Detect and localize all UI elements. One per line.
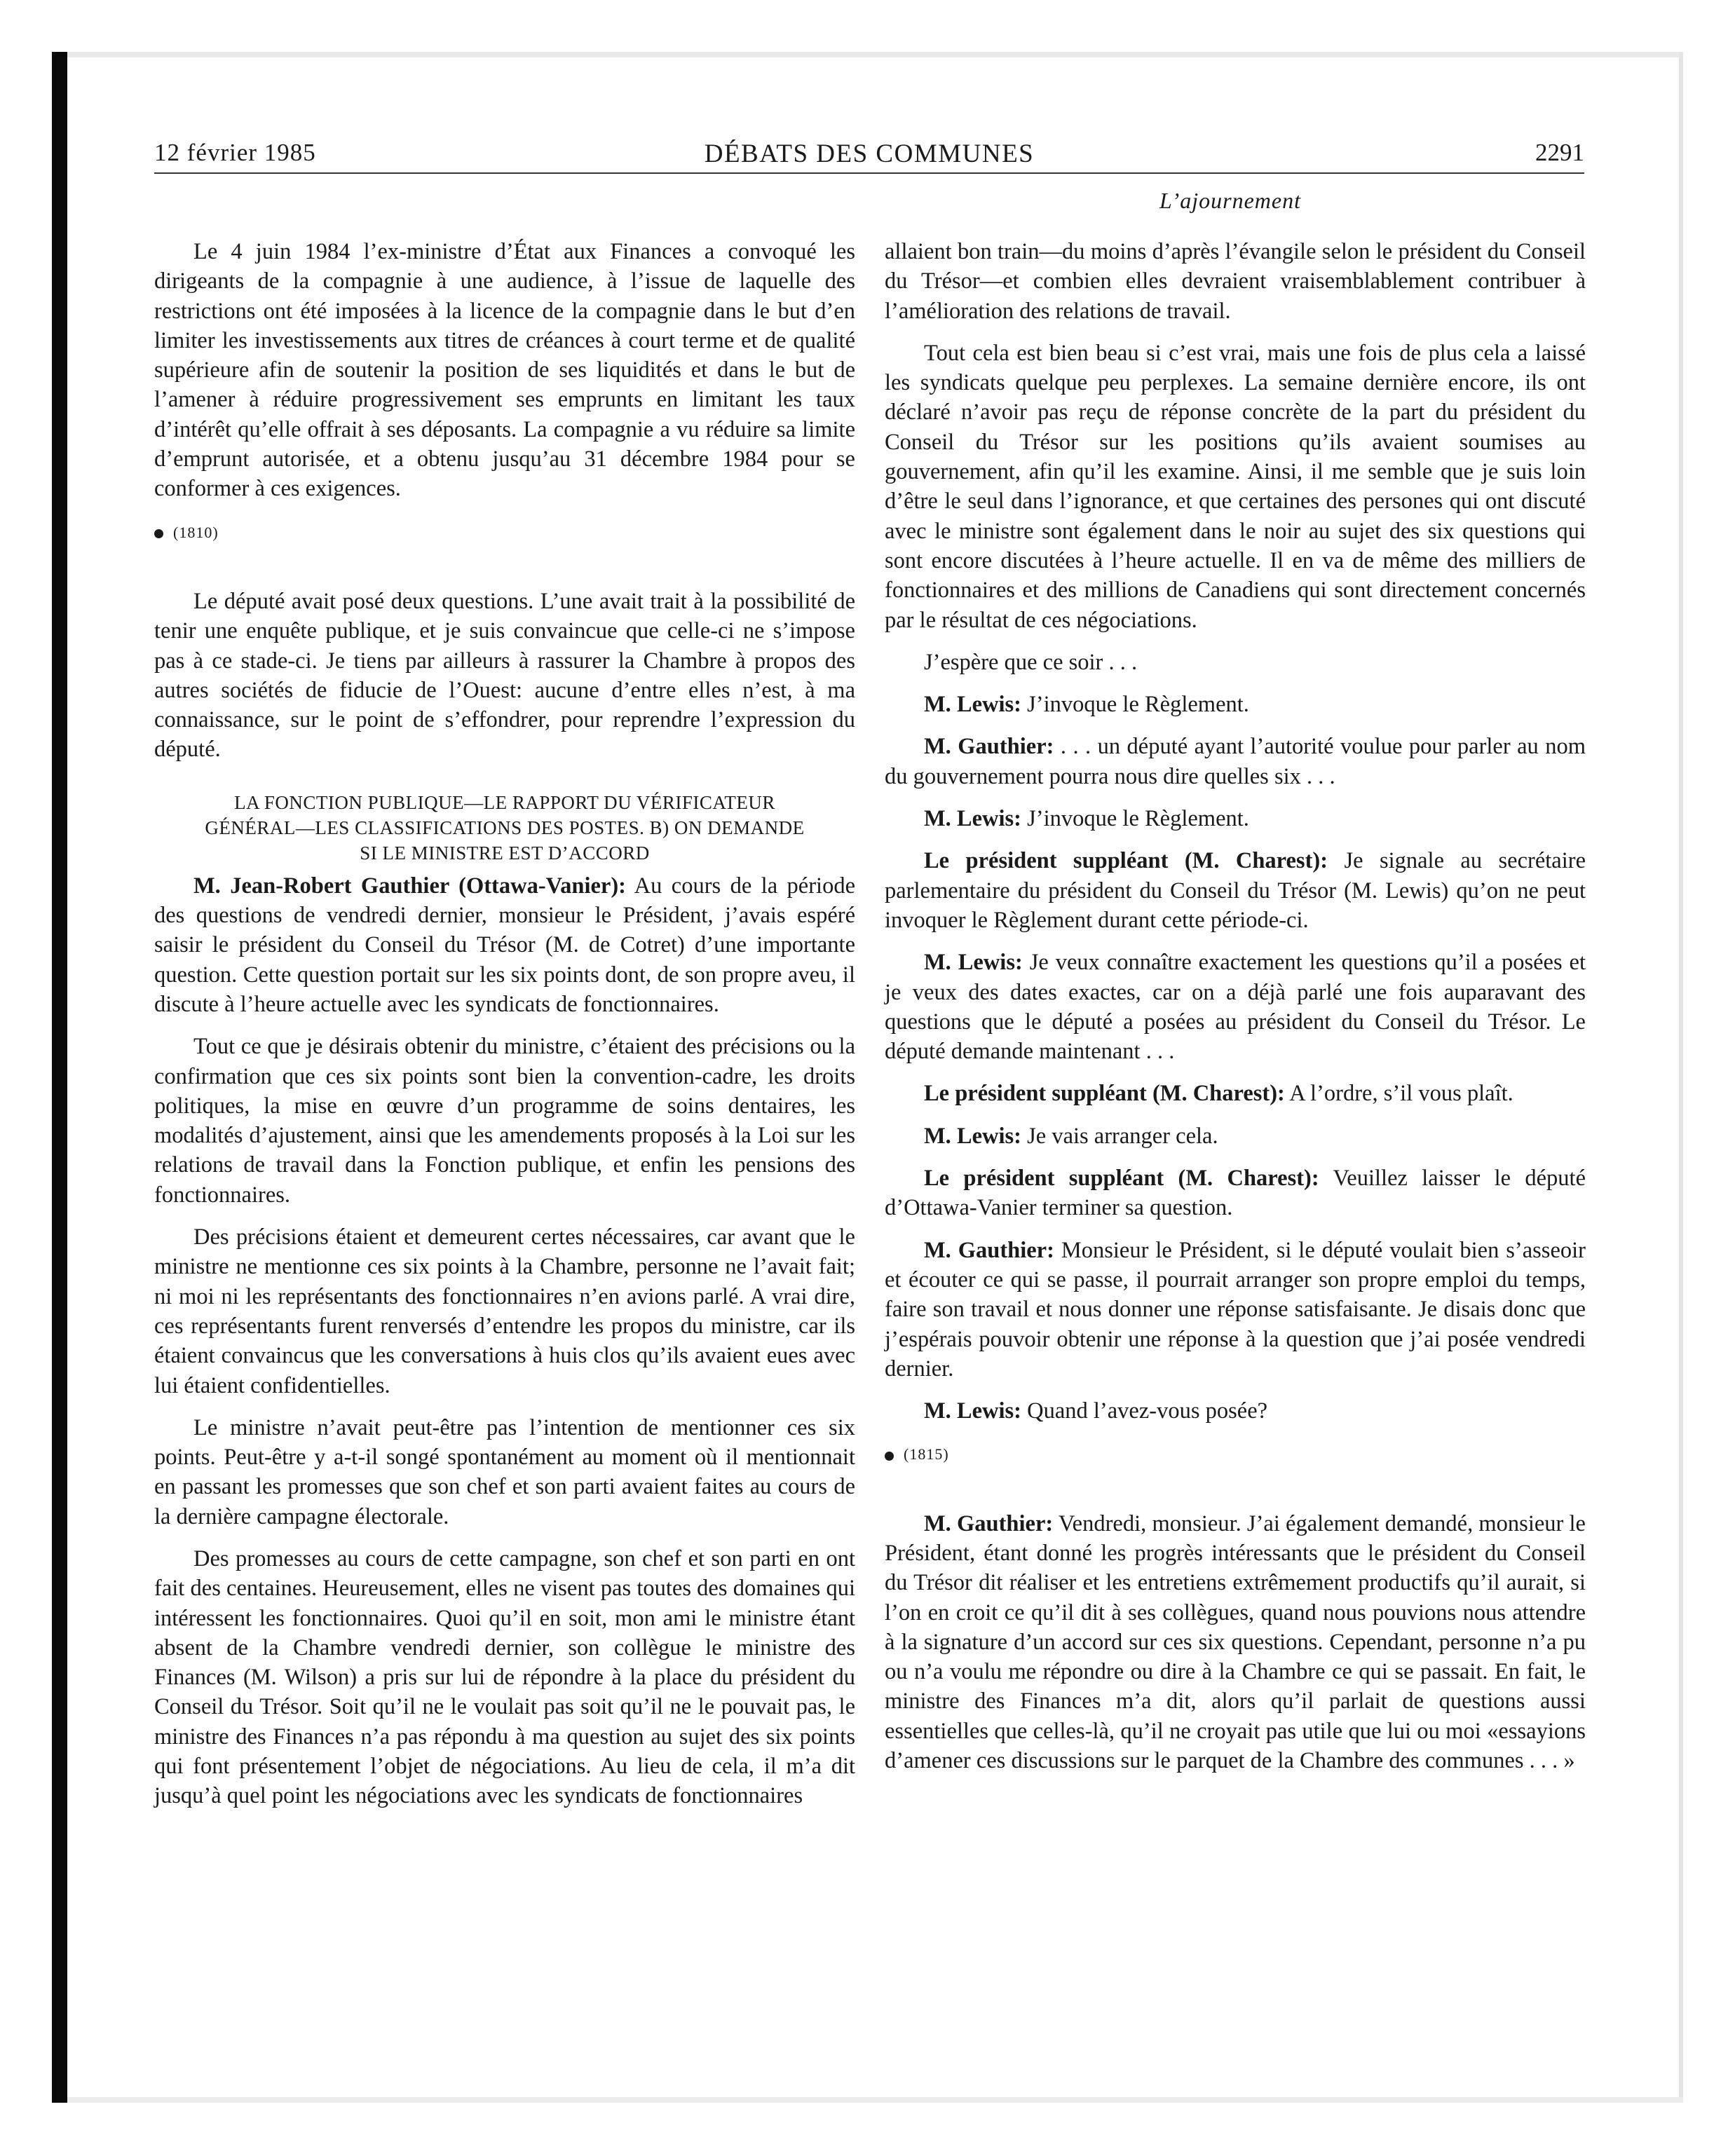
running-header — [154, 139, 1584, 174]
header-date: 12 février 1985 — [154, 139, 316, 166]
paragraph — [154, 871, 855, 1019]
speech-text: Je vais arranger cela. — [1027, 1123, 1218, 1149]
paragraph: Tout cela est bien beau si c’est vrai, mais une fois de plus cela a laissé les syndicats quelque peu perplexes. La semaine dernière encore, ils ont déclaré n’avoir pas reçu de réponse concrète de la part du président du Conseil du Trésor sur les positions qu’ils avaient soumises au gouvernement, afin qu’il les examine. Ainsi, il me semble que je suis loin d’être le seul dans l’ignorance, et que certaines des persones qui ont discuté avec le ministre sont également dans le noir au sujet des six questions qui sont encore discutées à l’heure actuelle. Il en va de même des milliers de fonctionnaires et des millions de Canadiens qui sont directement concernés par le résultat de ces négociations. — [885, 340, 1586, 633]
speech-text: . . . un député ayant l’autorité voulue pour parler au nom du gouvernement pourra nous dire quelles six . . . — [885, 734, 1586, 789]
speech-text: Je veux connaître exactement les questions qu’il a posées et je veux des dates exactes, car on a déjà parlé une fois auparavant des questions que le député a posées au président du Conseil du Trésor. Le député demande maintenant . . . — [885, 950, 1586, 1065]
paragraph — [885, 948, 1586, 1066]
speaker-name: M. Lewis: — [924, 1123, 1021, 1149]
speaker-name: M. Lewis: — [924, 692, 1021, 718]
paragraph — [885, 1164, 1586, 1223]
heading-line: GÉNÉRAL—LES CLASSIFICATIONS DES POSTES. B) ON DEMANDE — [205, 817, 805, 838]
speaker-name: M. Jean-Robert Gauthier (Ottawa-Vanier): — [193, 873, 627, 899]
bullet-icon — [154, 529, 163, 538]
speaker-name: M. Gauthier: — [924, 734, 1054, 760]
right-column — [885, 237, 1586, 1788]
speaker-name: M. Lewis: — [924, 1398, 1021, 1424]
paragraph: Le député avait posé deux questions. L’une avait trait à la possibilité de tenir une enquête publique, et je suis convaincue que celle-ci ne s’impose pas à ce stade-ci. Je tiens par ailleurs à rassurer la Chambre à propos des autres sociétés de fiducie de l’Ouest: aucune d’entre elles n’est, à ma connaissance, sur le point de s’effondrer, pour reprendre l’expression du député. — [154, 588, 855, 763]
paragraph — [885, 1236, 1586, 1384]
speech-text: Vendredi, monsieur. J’ai également demandé, monsieur le Président, étant donné les progrès intéressants que le président du Conseil du Trésor dit réaliser et les entretiens extrêmement productifs qu’il aurait, si l’on en croit ce qu’il dit à ses collègues, quand nous pouvions nous attendre à la signature d’un accord sur ces six questions. Cependant, personne n’a pu ou n’a voulu me répondre ou dire à la Chambre ce qui se passait. En fait, le ministre des Finances m’a dit, alors qu’il parlait de questions aussi essentielles que celles-là, qu’il ne croyait pas utile que lui ou moi «essayions d’amener ces discussions sur le parquet de la Chambre des communes . . . » — [885, 1510, 1586, 1774]
heading-line: SI LE MINISTRE EST D’ACCORD — [360, 842, 650, 864]
time-marker — [154, 518, 855, 547]
heading-line: LA FONCTION PUBLIQUE—LE RAPPORT DU VÉRIFICATEUR — [234, 791, 775, 813]
section-subheader: L’ajournement — [1159, 188, 1301, 213]
paragraph — [885, 732, 1586, 791]
speaker-name: M. Lewis: — [924, 806, 1021, 832]
speaker-name: M. Lewis: — [924, 950, 1023, 976]
time-marker-text: (1815) — [904, 1445, 949, 1464]
speaker-name: Le président suppléant (M. Charest): — [924, 1081, 1285, 1107]
scan-bottom-edge — [67, 2097, 1683, 2103]
speech-text: Je signale au secrétaire parlementaire du président du Conseil du Trésor (M. Lewis) qu’on ne peut invoquer le Règlement durant cette période-ci. — [885, 848, 1586, 933]
speaker-name: Le président suppléant (M. Charest): — [924, 848, 1328, 874]
paragraph — [885, 1079, 1586, 1108]
speaker-name: Le président suppléant (M. Charest): — [924, 1166, 1319, 1192]
paragraph: Des promesses au cours de cette campagne, son chef et son parti en ont fait des centaines. Heureusement, elles ne visent pas toutes des domaines qui intéressent les fonctionnaires. Quoi qu’il en soit, mon ami le ministre étant absent de la Chambre vendredi dernier, son collègue le ministre des Finances (M. Wilson) a pris sur lui de répondre à la place du président du Conseil du Trésor. Soit qu’il ne le voulait pas soit qu’il ne le pouvait pas, le ministre des Finances n’a pas répondu à ma question au sujet des six points qui font présentement l’objet de négociations. Au lieu de cela, il m’a dit jusqu’à quel point les négociations avec les syndicats de fonctionnaires — [154, 1546, 855, 1809]
paragraph — [885, 1509, 1586, 1776]
header-title: DÉBATS DES COMMUNES — [704, 139, 1035, 168]
speech-text: J’invoque le Règlement. — [1027, 692, 1249, 718]
speech-text: A l’ordre, s’il vous plaît. — [1289, 1081, 1513, 1107]
speech-text: Au cours de la période des questions de vendredi dernier, monsieur le Président, j’avais espéré saisir le président du Conseil du Trésor (M. de Cotret) d’une importante question. Cette question portait sur les six points dont, de son propre aveu, il discute à l’heure actuelle avec les syndicats de fonctionnaires. — [154, 873, 855, 1017]
paragraph: Tout ce que je désirais obtenir du ministre, c’étaient des précisions ou la confirmation que ces six points sont bien la convention-cadre, les droits politiques, la mise en œuvre d’un programme de soins dentaires, les modalités d’ajustement, ainsi que les amendements proposés à la Loi sur les relations de travail dans la Fonction publique, et enfin les pensions des fonctionnaires. — [154, 1034, 855, 1208]
paragraph — [885, 690, 1586, 719]
paragraph: J’espère que ce soir . . . — [924, 649, 1138, 675]
speech-text: Monsieur le Président, si le député voulait bien s’asseoir et écouter ce qui se passe, il pourrait arranger son propre emploi du temps, faire son travail et nous donner une réponse satisfaisante. Je disais donc que j’espérais pouvoir obtenir une réponse à la question que j’ai posée vendredi dernier. — [885, 1237, 1586, 1381]
paragraph: Des précisions étaient et demeurent certes nécessaires, car avant que le ministre ne mentionne ces six points à la Chambre, personne ne l’avait fait; ni moi ni les représentants des fonctionnaires n’en avions parlé. A vrai dire, ces représentants furent renversés d’entendre les propos du ministre, car ils étaient convaincus que les conversations à huis clos qu’ils avaient eues avec lui étaient confidentielles. — [154, 1224, 855, 1398]
paragraph: Le 4 juin 1984 l’ex-ministre d’État aux Finances a convoqué les dirigeants de la compagnie à une audience, à l’issue de laquelle des restrictions ont été imposées à la licence de la compagnie dans le but d’en limiter les investissements aux titres de créances à court terme et de qualité supérieure afin de soutenir la position de ses liquidités et dans le but de l’amener à réduire progressivement ses emprunts en limitant les taux d’intérêt qu’elle offrait à ses déposants. La compagnie a vu réduire sa limite d’emprunt autorisée, et a obtenu jusqu’au 31 décembre 1984 pour se conformer à ces exigences. — [154, 239, 855, 502]
scan-top-edge — [67, 52, 1683, 57]
time-marker-text: (1810) — [173, 523, 219, 541]
speaker-name: M. Gauthier: — [924, 1237, 1054, 1263]
paragraph — [885, 1396, 1586, 1426]
scan-edge-bar — [52, 52, 67, 2103]
paragraph: allaient bon train—du moins d’après l’évangile selon le président du Conseil du Trésor—et combien elles devraient vraisemblablement contribuer à l’amélioration des relations de travail. — [885, 239, 1586, 324]
speaker-name: M. Gauthier: — [924, 1510, 1054, 1536]
time-marker — [885, 1440, 1586, 1469]
scan-right-edge — [1679, 52, 1683, 2103]
paragraph — [885, 804, 1586, 833]
speech-text: J’invoque le Règlement. — [1027, 806, 1249, 832]
header-rule — [154, 172, 1584, 174]
speech-text: Quand l’avez-vous posée? — [1027, 1398, 1268, 1424]
bullet-icon — [885, 1452, 894, 1461]
section-heading — [154, 790, 855, 866]
paragraph: Le ministre n’avait peut-être pas l’intention de mentionner ces six points. Peut-être y a-t-il songé spontanément au moment où il mentionnait en passant les promesses que son chef et son parti avaient faites au cours de la dernière campagne électorale. — [154, 1414, 855, 1529]
paragraph — [885, 846, 1586, 935]
page-number: 2291 — [1535, 139, 1584, 166]
speech-text: Veuillez laisser le député d’Ottawa-Vanier terminer sa question. — [885, 1166, 1586, 1221]
paragraph — [885, 1121, 1586, 1151]
left-column — [154, 237, 855, 1824]
